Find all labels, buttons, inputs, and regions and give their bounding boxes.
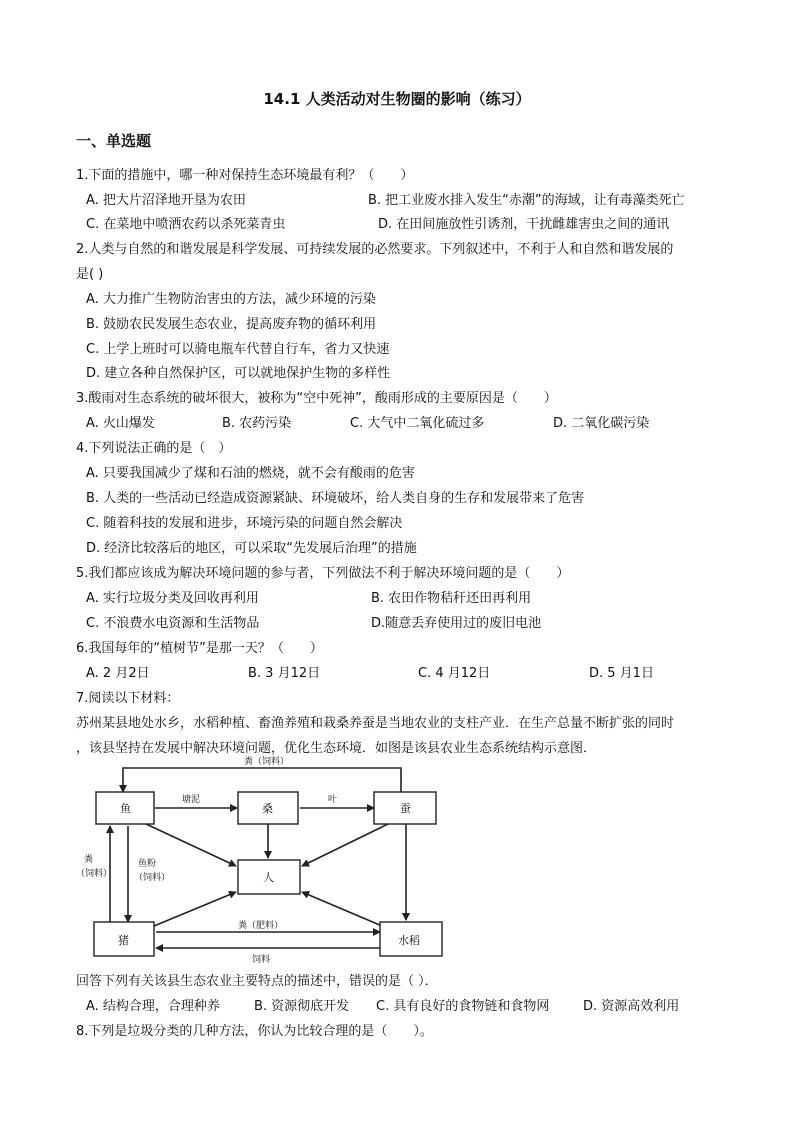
question-6-option-b: B. 3 月12日 <box>248 666 321 681</box>
question-2-stem-line2: 是( ) <box>76 267 104 282</box>
question-2-option-d: D. 建立各种自然保护区，可以就地保护生物的多样性 <box>86 366 391 381</box>
question-3-option-b: B. 农药污染 <box>222 416 292 431</box>
label-manure-fertilizer: 粪（肥料） <box>238 921 284 931</box>
node-human: 人 <box>263 871 274 884</box>
question-7-material-line1: 苏州某县地处水乡，水稻种植、畜渔养殖和栽桑养蚕是当地农业的支柱产业．在生产总量不断扩张的同时 <box>76 716 675 731</box>
label-feed: 饲料 <box>252 955 271 965</box>
arrow-fish-to-human <box>146 824 236 866</box>
question-3-option-c: C. 大气中二氧化硫过多 <box>350 416 485 431</box>
question-5-option-b: B. 农田作物秸秆还田再利用 <box>371 591 532 606</box>
question-7-option-c: C. 具有良好的食物链和食物网 <box>376 999 550 1014</box>
question-1-option-c: C. 在菜地中喷洒农药以杀死菜青虫 <box>86 217 286 232</box>
label-pond-mud: 塘泥 <box>182 795 201 805</box>
node-silkworm: 蚕 <box>400 802 411 815</box>
question-4-option-c: C. 随着科技的发展和进步，环境污染的问题自然会解决 <box>86 516 403 531</box>
question-3-option-d: D. 二氧化碳污染 <box>553 416 650 431</box>
question-5-option-d: D.随意丢弃使用过的废旧电池 <box>371 616 542 631</box>
question-5-stem: 5.我们都应该成为解决环境问题的参与者，下列做法不利于解决环境问题的是（ ） <box>76 566 570 581</box>
question-5-option-a: A. 实行垃圾分类及回收再利用 <box>86 591 259 606</box>
question-1-option-d: D. 在田间施放性引诱剂，干扰雌雄害虫之间的通讯 <box>378 217 670 232</box>
arrow-pig-to-human <box>154 892 236 926</box>
question-7-option-a: A. 结构合理，合理种养 <box>86 999 220 1014</box>
question-2-option-c: C. 上学上班时可以骑电瓶车代替自行车，省力又快速 <box>86 342 390 357</box>
label-fishmeal-feed: （饲料） <box>134 873 171 883</box>
question-7-stem: 7.阅读以下材料： <box>76 691 180 706</box>
question-3-option-a: A. 火山爆发 <box>86 416 155 431</box>
question-7-option-b: B. 资源彻底开发 <box>254 999 350 1014</box>
ecosystem-diagram <box>76 754 456 966</box>
node-pig: 猪 <box>118 934 129 947</box>
question-4-stem: 4.下列说法正确的是（ ） <box>76 441 232 456</box>
node-fish: 鱼 <box>120 802 131 815</box>
section-heading: 一、单选题 <box>76 132 152 150</box>
question-1-stem: 1.下面的措施中，哪一种对保持生态环境最有利？（ ） <box>76 168 414 183</box>
question-6-option-a: A. 2 月2日 <box>86 666 150 681</box>
question-4-option-d: D. 经济比较落后的地区，可以采取“先发展后治理”的措施 <box>86 541 417 556</box>
label-left-manure: 粪 <box>84 855 94 865</box>
question-6-stem: 6.我国每年的“植树节”是那一天？（ ） <box>76 641 323 656</box>
question-2-option-a: A. 大力推广生物防治害虫的方法，减少环境的污染 <box>86 292 376 307</box>
arrow-silkworm-to-human <box>302 824 388 866</box>
label-leaf: 叶 <box>328 795 338 805</box>
label-top-manure-feed: 粪（饲料） <box>244 757 290 767</box>
question-4-option-b: B. 人类的一些活动已经造成资源紧缺、环境破坏，给人类自身的生存和发展带来了危害 <box>86 491 585 506</box>
question-7-question: 回答下列有关该县生态农业主要特点的描述中，错误的是（ ）． <box>76 974 438 989</box>
question-2-stem-line1: 2.人类与自然的和谐发展是科学发展、可持续发展的必然要求。下列叙述中，不利于人和自然和谐发展的 <box>76 242 674 257</box>
question-1-option-b: B. 把工业废水排入发生“赤潮”的海域，让有毒藻类死亡 <box>368 193 685 208</box>
label-left-feed: （饲料） <box>76 869 113 879</box>
question-7-material-line2: ，该县坚持在发展中解决环境问题，优化生态环境．如图是该县农业生态系统结构示意图． <box>76 741 597 756</box>
question-6-option-d: D. 5 月1日 <box>589 666 654 681</box>
question-2-option-b: B. 鼓励农民发展生态农业，提高废弃物的循环利用 <box>86 317 377 332</box>
question-5-option-c: C. 不浪费水电资源和生活物品 <box>86 616 260 631</box>
label-fishmeal: 鱼粉 <box>138 859 157 869</box>
question-6-option-c: C. 4 月12日 <box>418 666 491 681</box>
question-3-stem: 3.酸雨对生态系统的破坏很大，被称为“空中死神”，酸雨形成的主要原因是（ ） <box>76 391 557 406</box>
question-4-option-a: A. 只要我国减少了煤和石油的燃烧，就不会有酸雨的危害 <box>86 466 415 481</box>
node-rice: 水稻 <box>398 934 420 947</box>
arrow-rice-to-human <box>302 892 382 926</box>
question-1-option-a: A. 把大片沼泽地开垦为农田 <box>86 193 246 208</box>
node-mulberry: 桑 <box>262 802 273 815</box>
question-8-stem: 8.下列是垃圾分类的几种方法，你认为比较合理的是（ ）。 <box>76 1024 433 1039</box>
page-title: 14.1 人类活动对生物圈的影响（练习） <box>263 90 531 108</box>
question-7-option-d: D. 资源高效利用 <box>583 999 680 1014</box>
